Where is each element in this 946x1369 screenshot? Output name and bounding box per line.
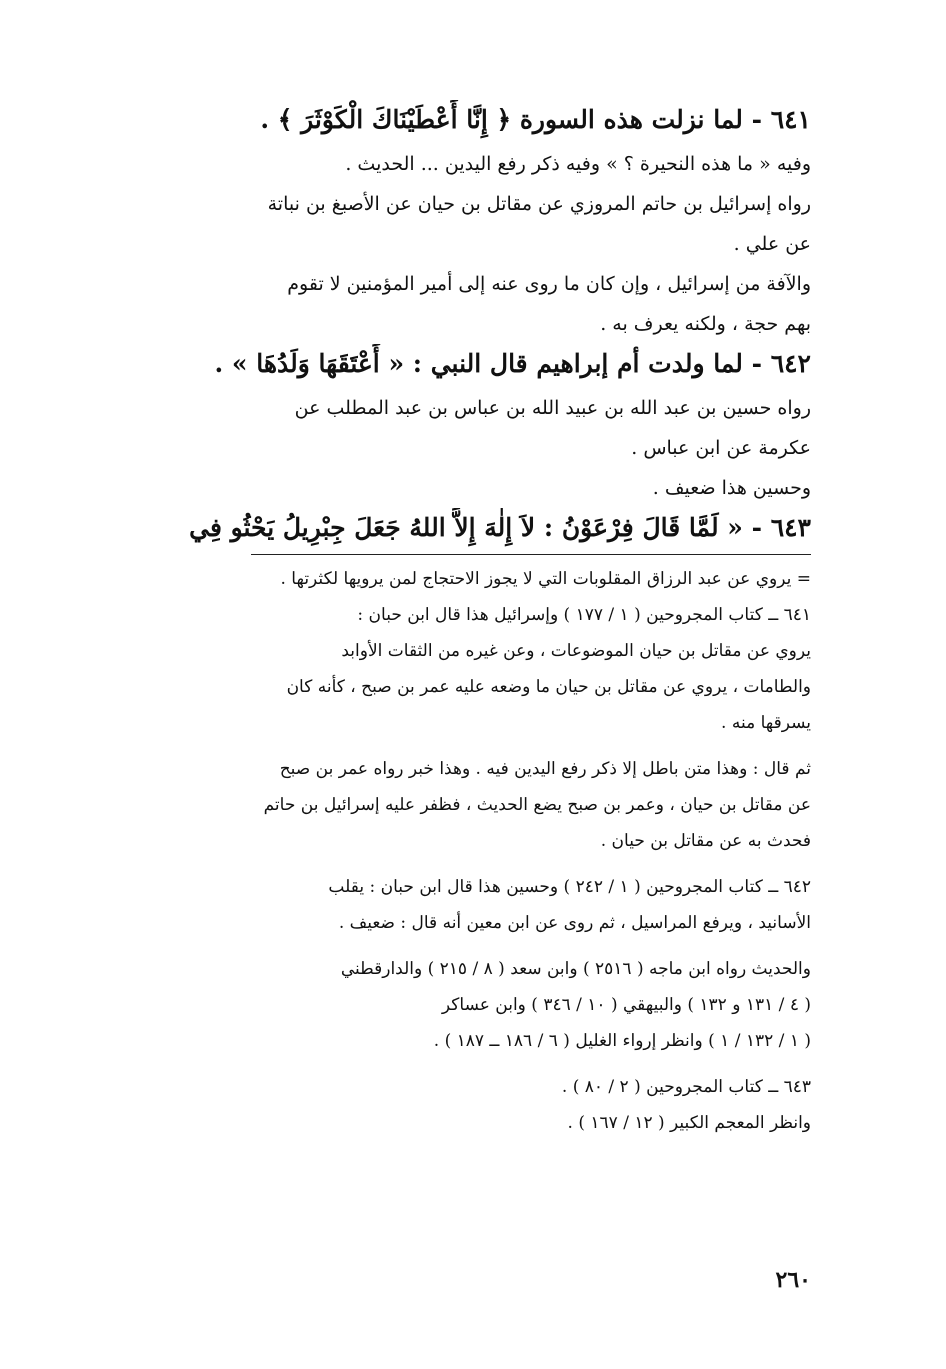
footnote-641-para2-line: عن مقاتل بن حيان ، وعمر بن صبح يضع الحديث ، فظفر عليه إسرائيل بن حاتم — [263, 795, 811, 815]
footnote-643-line: وانظر المعجم الكبير ( ١٢ / ١٦٧ ) . — [567, 1113, 811, 1133]
entry-641-line: رواه إسرائيل بن حاتم المروزي عن مقاتل بن حيان عن الأصبغ بن نباتة — [267, 193, 811, 215]
entry-641-line: وفيه « ما هذه النحيرة ؟ » وفيه ذكر رفع اليدين ... الحديث . — [345, 153, 811, 175]
entry-641-line: والآفة من إسرائيل ، وإن كان ما روى عنه إلى أمير المؤمنين لا تقوم — [287, 273, 811, 295]
footnote-642-para2-line: ( ١ / ١٣٢ / ١ ) وانظر إرواء الغليل ( ٦ / ١٨٦ ــ ١٨٧ ) . — [433, 1031, 811, 1051]
entry-641-line: بهم حجة ، ولكنه يعرف به . — [600, 313, 811, 335]
entry-643-heading: ٦٤٣ - « لَمَّا قَالَ فِرْعَوْنُ : لاَ إِلٰهَ إِلاَّ اللهُ جَعَلَ جِبْرِيلُ يَحْثُو فِي — [189, 513, 811, 542]
footnote-643-line: ٦٤٣ ــ كتاب المجروحين ( ٢ / ٨٠ ) . — [561, 1077, 811, 1097]
entry-642-line: وحسين هذا ضعيف . — [652, 477, 811, 499]
footnote-continuation: = يروي عن عبد الرزاق المقلوبات التي لا يجوز الاحتجاج لمن يرويها لكثرتها . — [280, 569, 811, 589]
footnote-641-para2-line: ثم قال : وهذا متن باطل إلا ذكر رفع اليدين فيه . وهذا خبر رواه عمر بن صبح — [279, 759, 811, 779]
footnote-641-line: والطامات ، يروي عن مقاتل بن حيان ما وضعه عليه عمر بن صبح ، كأنه كان — [286, 677, 811, 697]
entry-641-heading: ٦٤١ - لما نزلت هذه السورة ﴿ إِنَّا أَعْطَيْنَاكَ الْكَوْثَرَ ﴾ . — [260, 105, 811, 134]
footnote-641-para2-line: فحدث به عن مقاتل بن حيان . — [600, 831, 811, 851]
entry-641-line: عن علي . — [733, 233, 811, 255]
entry-642-heading: ٦٤٢ - لما ولدت أم إبراهيم قال النبي : « أَعْتَقَهَا وَلَدُهَا » . — [214, 349, 811, 378]
document-page — [118, 100, 811, 1340]
page-number: ٢٦٠ — [775, 1267, 811, 1293]
footnote-641-line: يروي عن مقاتل بن حيان الموضوعات ، وعن غيره من الثقات الأوابد — [341, 641, 811, 661]
entry-642-line: رواه حسين بن عبد الله بن عبيد الله بن عباس بن عبد المطلب عن — [294, 397, 811, 419]
footnote-separator — [251, 554, 811, 555]
footnote-642-line: ٦٤٢ ــ كتاب المجروحين ( ١ / ٢٤٢ ) وحسين هذا قال ابن حبان : يقلب — [328, 877, 811, 897]
footnote-642-para2-line: والحديث رواه ابن ماجه ( ٢٥١٦ ) وابن سعد ( ٨ / ٢١٥ ) والدارقطني — [340, 959, 811, 979]
entry-642-line: عكرمة عن ابن عباس . — [631, 437, 811, 459]
footnote-641-line: يسرقها منه . — [721, 713, 811, 733]
footnote-641-line: ٦٤١ ــ كتاب المجروحين ( ١ / ١٧٧ ) وإسرائيل هذا قال ابن حبان : — [357, 605, 811, 625]
footnote-642-para2-line: ( ٤ / ١٣١ و ١٣٢ ) والبيهقي ( ١٠ / ٣٤٦ ) وابن عساكر — [441, 995, 811, 1015]
footnote-642-line: الأسانيد ، ويرفع المراسيل ، ثم روى عن ابن معين أنه قال : ضعيف . — [338, 913, 811, 933]
